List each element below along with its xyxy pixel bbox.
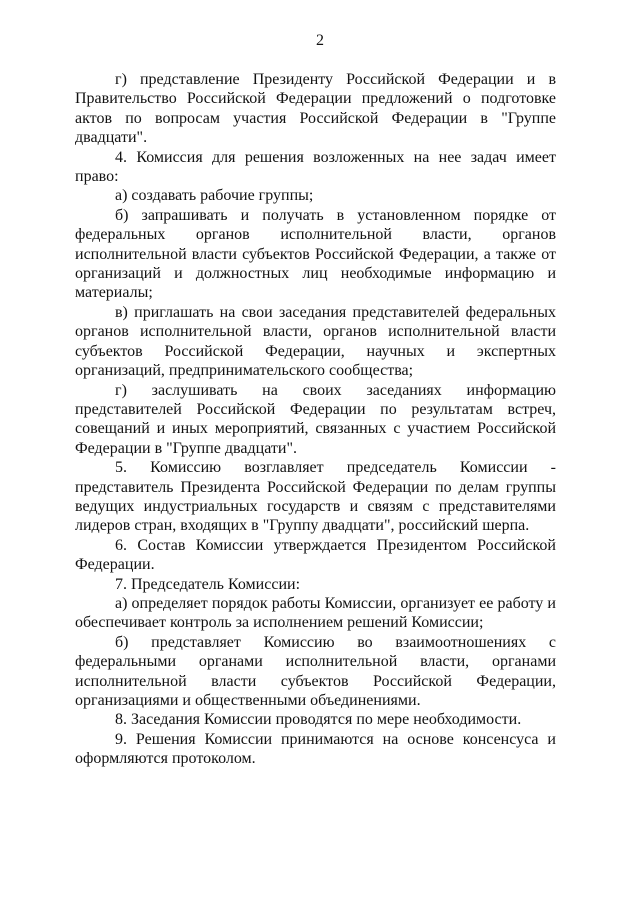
page-number: 2 — [316, 32, 324, 49]
paragraph-8-meetings: 8. Заседания Комиссии проводятся по мере необходимости. — [115, 711, 522, 729]
document-body — [75, 70, 556, 769]
paragraph-item-b-represent-commission: б) представляет Комиссию во взаимоотношениях с федеральными органами исполнительной власти, органами исполнительной власти субъектов Российской Федерации, организациями и общественными объединениями. — [75, 633, 556, 709]
paragraph-item-b-request-information: б) запрашивать и получать в установленном порядке от федеральных органов исполнительной власти, органов исполнительной власти субъектов Российской Федерации, а также от организаций и должностных лиц необходимые информацию и материалы; — [75, 206, 556, 302]
paragraph-9-decisions: 9. Решения Комиссии принимаются на основе консенсуса и оформляются протоколом. — [75, 730, 556, 768]
paragraph-item-g-hear-information: г) заслушивать на своих заседаниях информацию представителей Российской Федерации по результатам встреч, совещаний и иных мероприятий, связанных с участием Российской Федерации в "Группе двадцати". — [75, 381, 556, 457]
paragraph-5-chairman: 5. Комиссию возглавляет председатель Комиссии - представитель Президента Российской Федерации по делам группы ведущих индустриальных государств и связям с представителями лидеров стран, входящих в "Группу двадцати", российский шерпа. — [75, 459, 556, 535]
paragraph-item-a-organize-work: а) определяет порядок работы Комиссии, организует ее работу и обеспечивает контроль за исполнением решений Комиссии; — [75, 594, 556, 632]
paragraph-6-composition: 6. Состав Комиссии утверждается Президентом Российской Федерации. — [75, 536, 556, 574]
paragraph-item-v-invite-representatives: в) приглашать на свои заседания представителей федеральных органов исполнительной власти, органов исполнительной власти субъектов Российской Федерации, научных и экспертных организаций, предпринимательского сообщества; — [75, 303, 556, 380]
paragraph-item-a-working-groups: а) создавать рабочие группы; — [115, 187, 314, 205]
paragraph-7-chairman-duties: 7. Председатель Комиссии: — [115, 575, 301, 593]
paragraph-item-g-proposals: г) представление Президенту Российской Федерации и в Правительство Российской Федерации предложений о подготовке актов по вопросам участия Российской Федерации в "Группе двадцати". — [75, 71, 556, 147]
paragraph-4-rights: 4. Комиссия для решения возложенных на нее задач имеет право: — [75, 148, 556, 186]
